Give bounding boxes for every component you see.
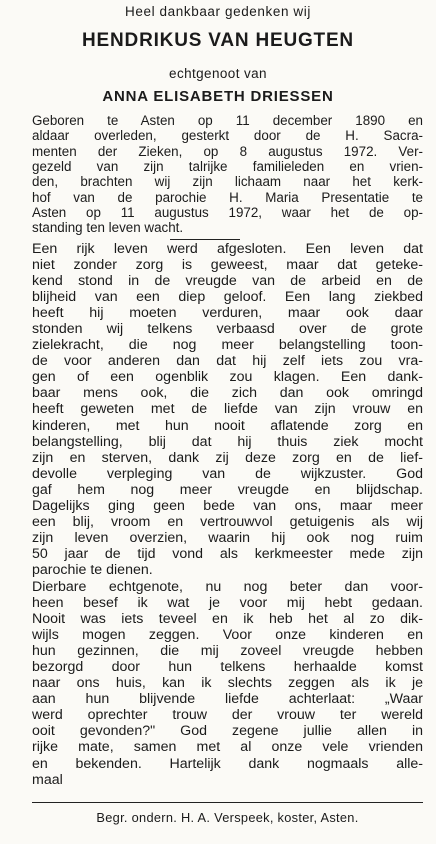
text-line: heen besef ik wat je voor mij hebt gedaan. — [32, 595, 423, 612]
text-line: wijls mogen zeggen. Voor onze kinderen en — [32, 627, 423, 644]
divider-bottom — [32, 802, 423, 803]
text-line: naar ons huis, kan ik slechts zeggen als ik je — [32, 675, 423, 692]
spouse-intro: echtgenoot van — [169, 66, 267, 81]
text-line: hof van de parochie H. Maria Presentatie te — [32, 189, 423, 205]
text-line: werd oprechter trouw der vrouw ter wereld — [32, 707, 423, 724]
text-line: kinderen, met hun nooit aflatende zorg en — [32, 417, 423, 434]
paragraph-birth-death — [32, 113, 423, 236]
text-line: de voor anderen dan dat hij zelf iets zou vra- — [32, 353, 423, 370]
text-line: kend stond in de vreugde van de arbeid en de — [32, 273, 423, 290]
text-line: blijheid van een diep geloof. Een lang ziekbed — [32, 289, 423, 306]
text-line: zijn leven overzien, waarin hij ook nog ruim — [32, 529, 423, 546]
text-line: Dierbare echtgenote, nu nog beter dan voor- — [32, 579, 423, 595]
text-line: ooit gevonden?" God zegene jullie allen in — [32, 723, 423, 740]
divider-short — [170, 239, 240, 240]
text-line: hun gezinnen, die mij zoveel vreugde hebben — [32, 643, 423, 660]
text-line: zielekracht, die nog meer belangstelling toon- — [32, 337, 423, 354]
text-line: heeft geweten met de liefde van zijn vrouw en — [32, 401, 423, 418]
text-line: gen of een ogenblik zou klagen. Een dank- — [32, 369, 423, 386]
text-line: gaf hem nog meer vreugde en blijdschap. — [32, 481, 423, 498]
text-line: Geboren te Asten op 11 december 1890 en — [32, 113, 423, 128]
text-line: Een rijk leven werd afgesloten. Een leven dat — [32, 241, 423, 257]
text-line: belangstelling, blij dat hij thuis ziek mocht — [32, 433, 423, 450]
text-line: een blij, vroom en vertrouwvol getuigenis als wij — [32, 513, 423, 530]
text-line: heeft hij moeten verduren, maar ook daar — [32, 305, 423, 322]
text-line: aan hun blijvende liefde achterlaat: „Waar — [32, 691, 423, 708]
text-line: niet zonder zorg is geweest, maar dat geteke- — [32, 257, 423, 274]
text-line: den, brachten wij zijn lichaam naar het kerk- — [32, 174, 423, 190]
spouse-name: ANNA ELISABETH DRIESSEN — [102, 88, 334, 105]
text-line: zijn en sterven, dank zij deze zorg en de lief- — [32, 449, 423, 466]
text-line: parochie te dienen. — [32, 561, 153, 578]
text-line: gezeld van zijn talrijke familieleden en vrien- — [32, 159, 423, 175]
text-line: bezorgd door hun telkens herhaalde komst — [32, 659, 423, 676]
text-line: Dagelijks ging geen bede van ons, maar meer — [32, 497, 423, 514]
text-line: devolle verpleging van de wijkzuster. God — [32, 465, 423, 482]
text-line: rijke mate, samen met al onze vele vrienden — [32, 739, 423, 756]
text-line: en bekenden. Hartelijk dank nogmaals alle- — [32, 755, 423, 772]
text-line: Nooit was iets teveel en ik heb het al zo dik- — [32, 611, 423, 628]
text-line: menten der Zieken, op 8 augustus 1972. Ver- — [32, 143, 423, 159]
text-line: 50 jaar de tijd vond als kerkmeester mede zijn — [32, 545, 423, 562]
paragraph-farewell — [32, 579, 423, 788]
text-line: stonden wij telkens verbaasd over de grote — [32, 321, 423, 338]
text-line: Asten op 11 augustus 1972, waar het de op- — [32, 205, 423, 221]
text-line: standing ten leven wacht. — [32, 220, 184, 236]
text-line: maal — [32, 771, 63, 788]
header-intro: Heel dankbaar gedenken wij — [125, 4, 311, 19]
undertaker-footer: Begr. ondern. H. A. Verspeek, koster, Asten. — [96, 810, 359, 825]
text-line: aldaar overleden, gesterkt door de H. Sacra- — [32, 128, 423, 144]
paragraph-life — [32, 241, 423, 578]
deceased-name: HENDRIKUS VAN HEUGTEN — [82, 30, 354, 51]
text-line: baar mens ook, die zich dan ook omringd — [32, 385, 423, 402]
